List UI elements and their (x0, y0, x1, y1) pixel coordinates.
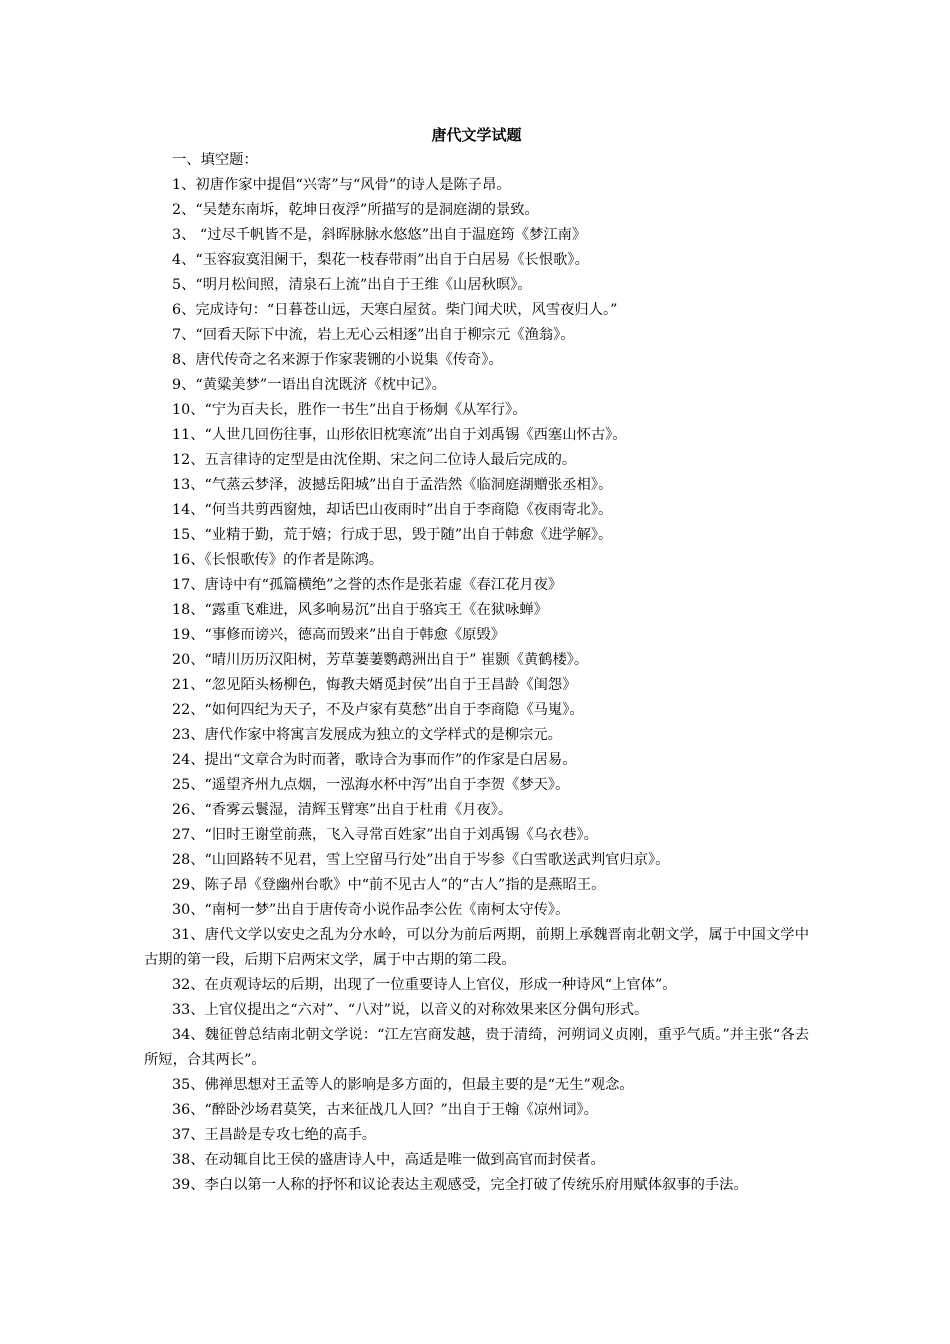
question-item: 24、提出“文章合为时而著，歌诗合为事而作”的作家是白居易。 (172, 752, 577, 768)
question-item: 26、“香雾云鬟湿，清辉玉臂寒”出自于杜甫《月夜》。 (172, 802, 513, 818)
question-item: 11、“人世几回伤往事，山形依旧枕寒流”出自于刘禹锡《西塞山怀古》。 (172, 427, 627, 443)
question-item: 32、在贞观诗坛的后期，出现了一位重要诗人上官仪，形成一种诗风“上官体”。 (172, 977, 677, 993)
question-item: 21、“忽见陌头杨柳色，悔教夫婿觅封侯”出自于王昌龄《闺怨》 (172, 677, 577, 693)
question-item: 27、“旧时王谢堂前燕，飞入寻常百姓家”出自于刘禹锡《乌衣巷》。 (172, 827, 598, 843)
question-item: 38、在动辄自比王侯的盛唐诗人中，高适是唯一做到高官而封侯者。 (172, 1152, 605, 1168)
question-item: 31、唐代文学以安史之乱为分水岭，可以分为前后两期，前期上承魏晋南北朝文学，属于中国文学中古期的第一段，后期下启两宋文学，属于中古期的第二段。 (144, 927, 809, 968)
question-item: 10、“宁为百夫长，胜作一书生”出自于杨炯《从军行》。 (172, 402, 527, 418)
question-list (144, 173, 809, 1198)
question-item: 14、“何当共剪西窗烛，却话巴山夜雨时”出自于李商隐《夜雨寄北》。 (172, 502, 613, 518)
question-item: 16、《长恨歌传》的作者是陈鸿。 (172, 552, 384, 568)
question-item: 2、“吴楚东南坼，乾坤日夜浮”所描写的是洞庭湖的景致。 (172, 202, 539, 218)
question-item: 20、“晴川历历汉阳树，芳草萋萋鹦鹉洲出自于” 崔颢《黄鹤楼》。 (172, 652, 589, 668)
document-title: 唐代文学试题 (431, 126, 522, 144)
question-item: 8、唐代传奇之名来源于作家裴铏的小说集《传奇》。 (172, 352, 503, 368)
document-page (144, 122, 809, 1198)
question-item: 12、五言律诗的定型是由沈佺期、宋之问二位诗人最后完成的。 (172, 452, 577, 468)
question-item: 39、李白以第一人称的抒怀和议论表达主观感受，完全打破了传统乐府用赋体叙事的手法。 (172, 1177, 748, 1193)
question-item: 4、“玉容寂寞泪阑干，梨花一枝春带雨”出自于白居易《长恨歌》。 (172, 252, 589, 268)
question-item: 9、“黄粱美梦”一语出自沈既济《枕中记》。 (172, 377, 446, 393)
section-heading: 一、填空题： (172, 152, 258, 168)
question-item: 33、上官仪提出之“六对”、“八对”说，以音义的对称效果来区分偶句形式。 (172, 1002, 649, 1018)
question-item: 5、“明月松间照，清泉石上流”出自于王维《山居秋暝》。 (172, 277, 532, 293)
question-item: 23、唐代作家中将寓言发展成为独立的文学样式的是柳宗元。 (172, 727, 562, 743)
question-item: 30、“南柯一梦”出自于唐传奇小说作品李公佐《南柯太守传》。 (172, 902, 570, 918)
question-item: 25、“遥望齐州九点烟，一泓海水杯中泻”出自于李贺《梦天》。 (172, 777, 570, 793)
question-item: 19、“事修而谤兴，德高而毁来”出自于韩愈《原毁》 (172, 627, 506, 643)
question-item: 35、佛禅思想对王孟等人的影响是多方面的，但最主要的是“无生”观念。 (172, 1077, 634, 1093)
question-item: 29、陈子昂《登幽州台歌》中“前不见古人”的“古人”指的是燕昭王。 (172, 877, 606, 893)
question-item: 1、初唐作家中提倡“兴寄”与“风骨”的诗人是陈子昂。 (172, 177, 511, 193)
question-item: 18、“露重飞难进，风多响易沉”出自于骆宾王《在狱咏蝉》 (172, 602, 548, 618)
question-item: 37、王昌龄是专攻七绝的高手。 (172, 1127, 377, 1143)
question-item: 6、完成诗句：“日暮苍山远，天寒白屋贫。柴门闻犬吠，风雪夜归人。” (172, 302, 618, 318)
question-item: 34、魏征曾总结南北朝文学说：“江左宫商发越，贵于清绮，河朔词义贞刚，重乎气质。”并主张“各去所短，合其两长”。 (144, 1027, 809, 1068)
question-item: 7、“回看天际下中流，岩上无心云相逐”出自于柳宗元《渔翁》。 (172, 327, 575, 343)
question-item: 36、“醉卧沙场君莫笑，古来征战几人回？”出自于王翰《凉州词》。 (172, 1102, 598, 1118)
question-item: 15、“业精于勤，荒于嬉；行成于思，毁于随”出自于韩愈《进学解》。 (172, 527, 613, 543)
question-item: 17、唐诗中有“孤篇横绝”之誉的杰作是张若虚《春江花月夜》 (172, 577, 563, 593)
question-item: 28、“山回路转不见君，雪上空留马行处”出自于岑参《白雪歌送武判官归京》。 (172, 852, 670, 868)
question-item: 13、“气蒸云梦泽，波撼岳阳城”出自于孟浩然《临洞庭湖赠张丞相》。 (172, 477, 613, 493)
question-item: 22、“如何四纪为天子，不及卢家有莫愁”出自于李商隐《马嵬》。 (172, 702, 584, 718)
question-item: 3、 “过尽千帆皆不是，斜晖脉脉水悠悠”出自于温庭筠《梦江南》 (172, 227, 587, 243)
